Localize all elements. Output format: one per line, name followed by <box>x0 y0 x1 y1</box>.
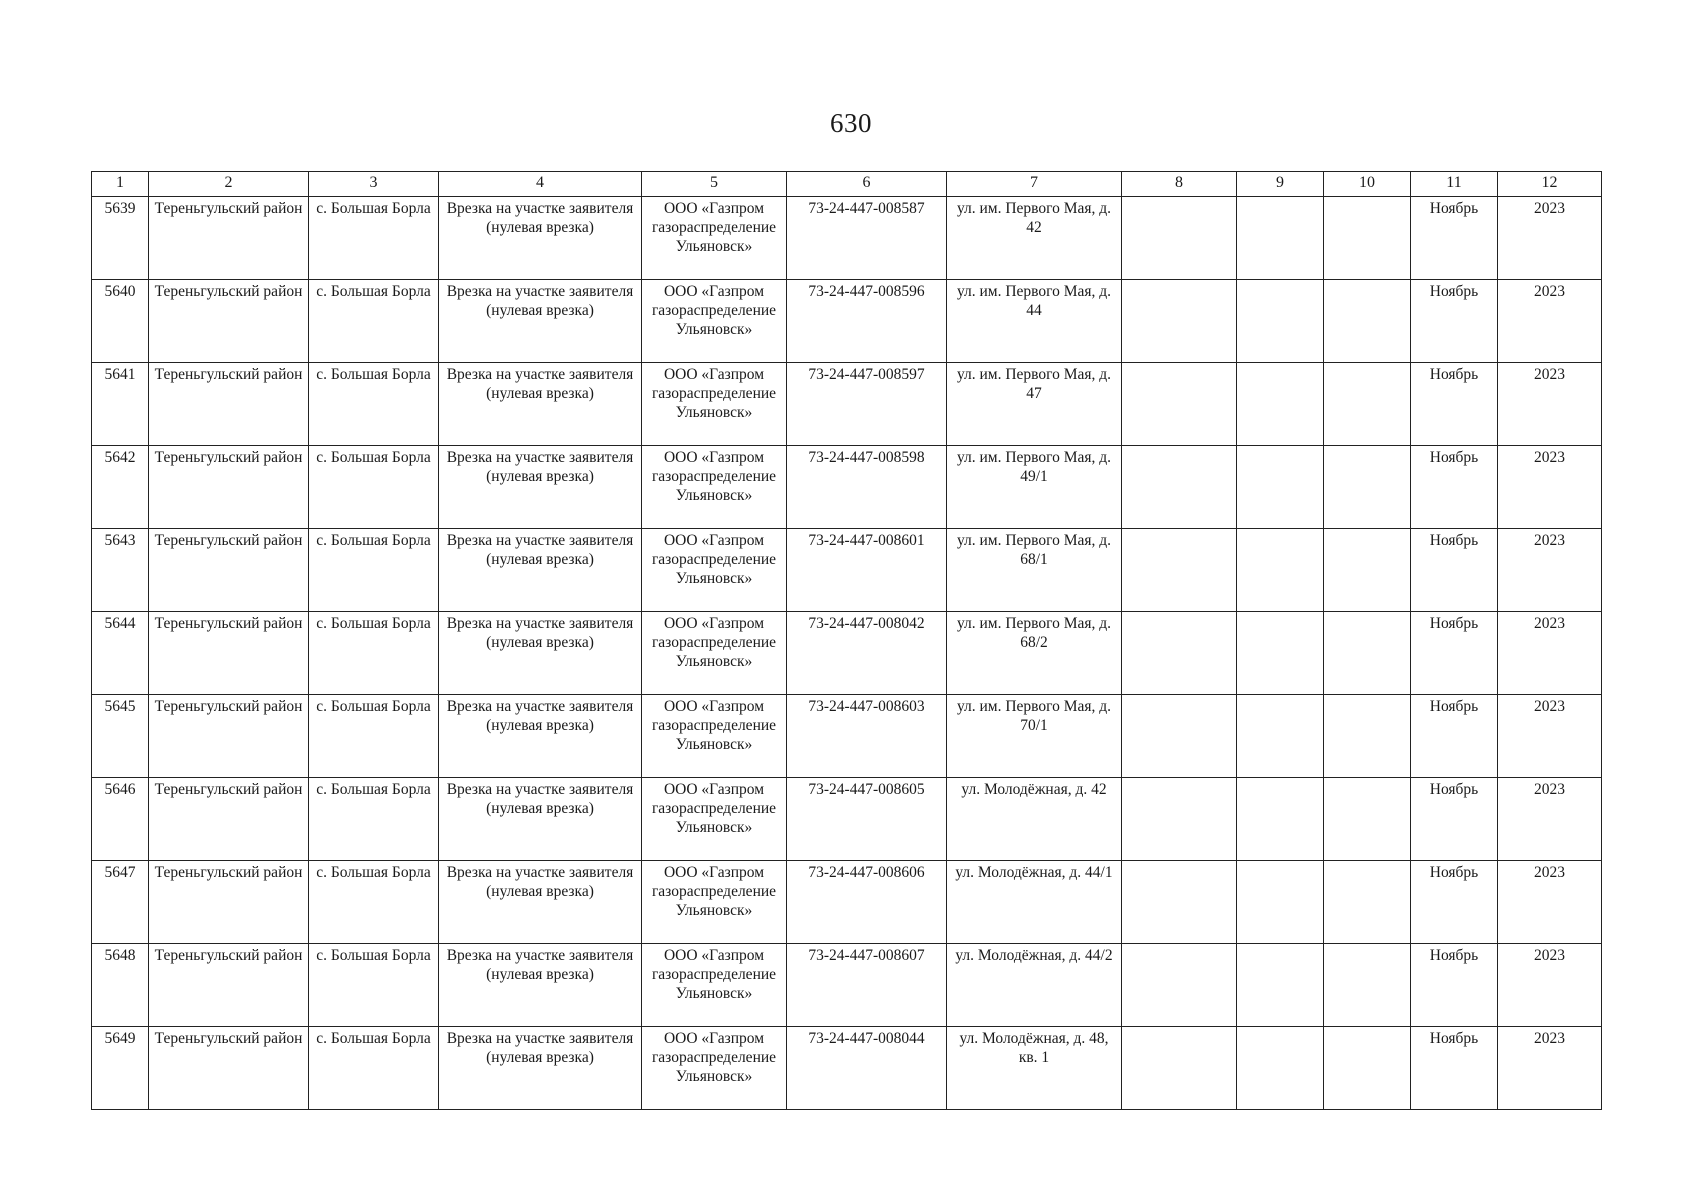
column-9-cell <box>1237 280 1324 363</box>
table-row <box>92 446 1602 529</box>
table-row <box>92 861 1602 944</box>
column-9-cell <box>1237 363 1324 446</box>
column-8-cell <box>1122 1027 1237 1110</box>
district-cell: Тереньгульский район <box>149 280 309 363</box>
organization-cell: ООО «Газпром газораспределение Ульяновск» <box>642 446 787 529</box>
row-number: 5640 <box>92 280 149 363</box>
settlement-cell: с. Большая Борла <box>309 446 439 529</box>
month-cell: Ноябрь <box>1411 612 1498 695</box>
address-cell: ул. Молодёжная, д. 48, кв. 1 <box>947 1027 1122 1110</box>
row-number: 5641 <box>92 363 149 446</box>
column-8-cell <box>1122 280 1237 363</box>
register-table <box>91 171 1602 1110</box>
organization-cell: ООО «Газпром газораспределение Ульяновск» <box>642 861 787 944</box>
column-header-12: 12 <box>1498 172 1602 197</box>
column-10-cell <box>1324 363 1411 446</box>
district-cell: Тереньгульский район <box>149 695 309 778</box>
settlement-cell: с. Большая Борла <box>309 529 439 612</box>
column-9-cell <box>1237 861 1324 944</box>
address-cell: ул. им. Первого Мая, д. 44 <box>947 280 1122 363</box>
district-cell: Тереньгульский район <box>149 197 309 280</box>
column-10-cell <box>1324 280 1411 363</box>
row-number: 5649 <box>92 1027 149 1110</box>
cadastral-number-cell: 73-24-447-008603 <box>787 695 947 778</box>
month-cell: Ноябрь <box>1411 695 1498 778</box>
cadastral-number-cell: 73-24-447-008607 <box>787 944 947 1027</box>
column-header-2: 2 <box>149 172 309 197</box>
row-number: 5642 <box>92 446 149 529</box>
settlement-cell: с. Большая Борла <box>309 363 439 446</box>
settlement-cell: с. Большая Борла <box>309 695 439 778</box>
month-cell: Ноябрь <box>1411 778 1498 861</box>
organization-cell: ООО «Газпром газораспределение Ульяновск» <box>642 529 787 612</box>
column-header-3: 3 <box>309 172 439 197</box>
cadastral-number-cell: 73-24-447-008042 <box>787 612 947 695</box>
district-cell: Тереньгульский район <box>149 363 309 446</box>
column-10-cell <box>1324 695 1411 778</box>
cadastral-number-cell: 73-24-447-008596 <box>787 280 947 363</box>
work-type-cell: Врезка на участке заявителя (нулевая врезка) <box>439 944 642 1027</box>
year-cell: 2023 <box>1498 363 1602 446</box>
column-header-6: 6 <box>787 172 947 197</box>
column-8-cell <box>1122 861 1237 944</box>
column-10-cell <box>1324 446 1411 529</box>
work-type-cell: Врезка на участке заявителя (нулевая врезка) <box>439 446 642 529</box>
cadastral-number-cell: 73-24-447-008598 <box>787 446 947 529</box>
year-cell: 2023 <box>1498 861 1602 944</box>
table-row <box>92 529 1602 612</box>
page-number: 630 <box>830 108 872 138</box>
column-9-cell <box>1237 1027 1324 1110</box>
column-header-10: 10 <box>1324 172 1411 197</box>
column-10-cell <box>1324 944 1411 1027</box>
column-header-9: 9 <box>1237 172 1324 197</box>
work-type-cell: Врезка на участке заявителя (нулевая врезка) <box>439 612 642 695</box>
district-cell: Тереньгульский район <box>149 446 309 529</box>
work-type-cell: Врезка на участке заявителя (нулевая врезка) <box>439 197 642 280</box>
table-row <box>92 280 1602 363</box>
column-9-cell <box>1237 944 1324 1027</box>
column-10-cell <box>1324 861 1411 944</box>
year-cell: 2023 <box>1498 446 1602 529</box>
column-8-cell <box>1122 695 1237 778</box>
year-cell: 2023 <box>1498 695 1602 778</box>
column-9-cell <box>1237 695 1324 778</box>
settlement-cell: с. Большая Борла <box>309 778 439 861</box>
column-number-header <box>92 172 1602 197</box>
month-cell: Ноябрь <box>1411 446 1498 529</box>
table-row <box>92 363 1602 446</box>
year-cell: 2023 <box>1498 1027 1602 1110</box>
work-type-cell: Врезка на участке заявителя (нулевая врезка) <box>439 778 642 861</box>
month-cell: Ноябрь <box>1411 280 1498 363</box>
table-row <box>92 197 1602 280</box>
column-10-cell <box>1324 778 1411 861</box>
organization-cell: ООО «Газпром газораспределение Ульяновск» <box>642 280 787 363</box>
address-cell: ул. им. Первого Мая, д. 42 <box>947 197 1122 280</box>
column-8-cell <box>1122 778 1237 861</box>
district-cell: Тереньгульский район <box>149 861 309 944</box>
address-cell: ул. Молодёжная, д. 44/1 <box>947 861 1122 944</box>
address-cell: ул. им. Первого Мая, д. 68/2 <box>947 612 1122 695</box>
column-header-8: 8 <box>1122 172 1237 197</box>
column-8-cell <box>1122 363 1237 446</box>
work-type-cell: Врезка на участке заявителя (нулевая врезка) <box>439 529 642 612</box>
address-cell: ул. им. Первого Мая, д. 47 <box>947 363 1122 446</box>
column-10-cell <box>1324 197 1411 280</box>
year-cell: 2023 <box>1498 529 1602 612</box>
month-cell: Ноябрь <box>1411 1027 1498 1110</box>
address-cell: ул. им. Первого Мая, д. 68/1 <box>947 529 1122 612</box>
year-cell: 2023 <box>1498 612 1602 695</box>
cadastral-number-cell: 73-24-447-008606 <box>787 861 947 944</box>
column-8-cell <box>1122 529 1237 612</box>
district-cell: Тереньгульский район <box>149 612 309 695</box>
settlement-cell: с. Большая Борла <box>309 1027 439 1110</box>
cadastral-number-cell: 73-24-447-008044 <box>787 1027 947 1110</box>
row-number: 5644 <box>92 612 149 695</box>
settlement-cell: с. Большая Борла <box>309 612 439 695</box>
column-9-cell <box>1237 197 1324 280</box>
organization-cell: ООО «Газпром газораспределение Ульяновск» <box>642 612 787 695</box>
row-number: 5648 <box>92 944 149 1027</box>
settlement-cell: с. Большая Борла <box>309 197 439 280</box>
column-10-cell <box>1324 612 1411 695</box>
address-cell: ул. им. Первого Мая, д. 70/1 <box>947 695 1122 778</box>
work-type-cell: Врезка на участке заявителя (нулевая врезка) <box>439 280 642 363</box>
column-9-cell <box>1237 529 1324 612</box>
year-cell: 2023 <box>1498 778 1602 861</box>
year-cell: 2023 <box>1498 197 1602 280</box>
month-cell: Ноябрь <box>1411 529 1498 612</box>
column-header-5: 5 <box>642 172 787 197</box>
table-row <box>92 778 1602 861</box>
row-number: 5643 <box>92 529 149 612</box>
table-row <box>92 612 1602 695</box>
work-type-cell: Врезка на участке заявителя (нулевая врезка) <box>439 695 642 778</box>
column-9-cell <box>1237 612 1324 695</box>
month-cell: Ноябрь <box>1411 197 1498 280</box>
settlement-cell: с. Большая Борла <box>309 861 439 944</box>
cadastral-number-cell: 73-24-447-008597 <box>787 363 947 446</box>
settlement-cell: с. Большая Борла <box>309 280 439 363</box>
column-8-cell <box>1122 197 1237 280</box>
year-cell: 2023 <box>1498 280 1602 363</box>
month-cell: Ноябрь <box>1411 861 1498 944</box>
column-10-cell <box>1324 1027 1411 1110</box>
row-number: 5645 <box>92 695 149 778</box>
address-cell: ул. Молодёжная, д. 42 <box>947 778 1122 861</box>
district-cell: Тереньгульский район <box>149 529 309 612</box>
table-row <box>92 695 1602 778</box>
table-row <box>92 944 1602 1027</box>
column-9-cell <box>1237 778 1324 861</box>
column-8-cell <box>1122 944 1237 1027</box>
year-cell: 2023 <box>1498 944 1602 1027</box>
column-header-7: 7 <box>947 172 1122 197</box>
column-header-1: 1 <box>92 172 149 197</box>
cadastral-number-cell: 73-24-447-008587 <box>787 197 947 280</box>
organization-cell: ООО «Газпром газораспределение Ульяновск» <box>642 695 787 778</box>
column-header-4: 4 <box>439 172 642 197</box>
work-type-cell: Врезка на участке заявителя (нулевая врезка) <box>439 1027 642 1110</box>
row-number: 5647 <box>92 861 149 944</box>
work-type-cell: Врезка на участке заявителя (нулевая врезка) <box>439 363 642 446</box>
table-body <box>92 197 1602 1110</box>
work-type-cell: Врезка на участке заявителя (нулевая врезка) <box>439 861 642 944</box>
column-10-cell <box>1324 529 1411 612</box>
month-cell: Ноябрь <box>1411 363 1498 446</box>
column-8-cell <box>1122 446 1237 529</box>
column-header-11: 11 <box>1411 172 1498 197</box>
row-number: 5639 <box>92 197 149 280</box>
column-9-cell <box>1237 446 1324 529</box>
month-cell: Ноябрь <box>1411 944 1498 1027</box>
address-cell: ул. Молодёжная, д. 44/2 <box>947 944 1122 1027</box>
district-cell: Тереньгульский район <box>149 944 309 1027</box>
address-cell: ул. им. Первого Мая, д. 49/1 <box>947 446 1122 529</box>
organization-cell: ООО «Газпром газораспределение Ульяновск» <box>642 1027 787 1110</box>
cadastral-number-cell: 73-24-447-008601 <box>787 529 947 612</box>
organization-cell: ООО «Газпром газораспределение Ульяновск» <box>642 363 787 446</box>
district-cell: Тереньгульский район <box>149 1027 309 1110</box>
row-number: 5646 <box>92 778 149 861</box>
organization-cell: ООО «Газпром газораспределение Ульяновск» <box>642 944 787 1027</box>
cadastral-number-cell: 73-24-447-008605 <box>787 778 947 861</box>
organization-cell: ООО «Газпром газораспределение Ульяновск» <box>642 778 787 861</box>
district-cell: Тереньгульский район <box>149 778 309 861</box>
column-8-cell <box>1122 612 1237 695</box>
organization-cell: ООО «Газпром газораспределение Ульяновск» <box>642 197 787 280</box>
settlement-cell: с. Большая Борла <box>309 944 439 1027</box>
table-row <box>92 1027 1602 1110</box>
